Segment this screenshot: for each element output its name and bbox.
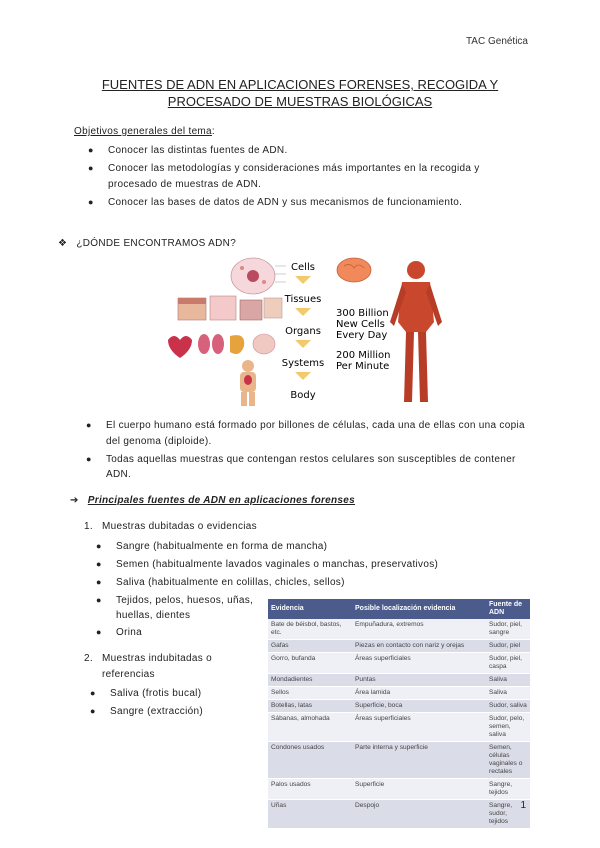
- diamond-bullet-icon: ❖: [58, 238, 68, 249]
- table-row: [268, 700, 530, 713]
- muscular-body-illustration: [390, 261, 442, 402]
- down-arrow-icon: [295, 340, 311, 348]
- list-2-number: 2.: [84, 653, 93, 664]
- list-2-title-continuation: referencias: [102, 669, 155, 680]
- objective-item: ● Conocer las bases de datos de ADN y sus mecanismos de funcionamiento.: [88, 197, 463, 208]
- section-heading: ❖ ¿DÓNDE ENCONTRAMOS ADN?: [58, 238, 237, 249]
- page-number: 1: [520, 800, 526, 811]
- table-cell: Gorro, bufanda: [268, 653, 352, 674]
- table-cell: Sangre, tejidos: [486, 779, 530, 800]
- table-row: [268, 687, 530, 700]
- body-organization-figure: [168, 252, 448, 410]
- table-row: [268, 713, 530, 742]
- column-header: Posible localización evidencia: [352, 599, 486, 619]
- list-item: ● Sangre (habitualmente en forma de mancha): [96, 541, 328, 552]
- table-row: [268, 742, 530, 779]
- stat-line: 200 Million: [336, 350, 391, 361]
- table-cell: Piezas en contacto con nariz y orejas: [352, 640, 486, 653]
- table-cell: Área lamida: [352, 687, 486, 700]
- stat-line: Per Minute: [336, 361, 390, 372]
- down-arrow-icon: [295, 372, 311, 380]
- table-row: [268, 674, 530, 687]
- table-cell: Empuñadura, extremos: [352, 619, 486, 640]
- organs-illustration: [168, 334, 275, 358]
- fact-item: ● Todas aquellas muestras que contengan restos celulares son susceptibles de contener: [86, 454, 516, 465]
- level-label: Systems: [281, 358, 325, 369]
- table-cell: Sellos: [268, 687, 352, 700]
- column-header: Fuente de ADN: [486, 599, 530, 619]
- table-cell: Saliva: [486, 674, 530, 687]
- stat-line: 300 Billion: [336, 308, 389, 319]
- down-arrow-icon: [295, 276, 311, 284]
- table-cell: Gafas: [268, 640, 352, 653]
- objective-item: ● Conocer las distintas fuentes de ADN.: [88, 145, 288, 156]
- fact-item: ● El cuerpo humano está formado por billones de células, cada una de ellas con una copia: [86, 420, 525, 431]
- table-cell: Condones usados: [268, 742, 352, 779]
- table-cell: Sangre, sudor, tejidos: [486, 800, 530, 829]
- fact-item-continuation: del genoma (diploide).: [106, 436, 212, 447]
- level-label: Organs: [285, 326, 321, 337]
- table-cell: Áreas superficiales: [352, 653, 486, 674]
- arrow-icon: ➔: [70, 495, 79, 506]
- table-cell: Puntas: [352, 674, 486, 687]
- table-cell: Sudor, piel, sangre: [486, 619, 530, 640]
- table-cell: Bate de béisbol, bastos, etc.: [268, 619, 352, 640]
- list-item: ● Tejidos, pelos, huesos, uñas,: [96, 595, 254, 606]
- table-row: [268, 653, 530, 674]
- stat-line: Every Day: [336, 330, 388, 341]
- table-row: [268, 640, 530, 653]
- list-2-title: Muestras indubitadas o: [102, 653, 212, 664]
- table-cell: Sudor, piel, caspa: [486, 653, 530, 674]
- list-item: ● Sangre (extracción): [90, 706, 203, 717]
- table-cell: Semen, células vaginales o rectales: [486, 742, 530, 779]
- table-header-row: [268, 599, 530, 619]
- objectives-heading: Objetivos generales del tema:: [74, 126, 216, 137]
- cell-illustration: [231, 258, 286, 294]
- table-cell: Sábanas, almohada: [268, 713, 352, 742]
- table-cell: Sudor, pelo, semen, saliva: [486, 713, 530, 742]
- table-cell: Palos usados: [268, 779, 352, 800]
- table-cell: Sudor, piel: [486, 640, 530, 653]
- table-cell: Áreas superficiales: [352, 713, 486, 742]
- table-cell: Saliva: [486, 687, 530, 700]
- table-cell: Uñas: [268, 800, 352, 829]
- level-label: Cells: [291, 262, 315, 273]
- table-row: [268, 619, 530, 640]
- small-body-illustration: [240, 360, 256, 406]
- list-item: ● Saliva (habitualmente en colillas, chicles, sellos): [96, 577, 345, 588]
- level-label: Tissues: [284, 294, 322, 305]
- objective-item-continuation: procesado de muestras de ADN.: [108, 179, 262, 190]
- subheading: ➔ Principales fuentes de ADN en aplicaciones forenses: [70, 495, 356, 506]
- level-label: Body: [290, 390, 316, 401]
- table-row: [268, 800, 530, 829]
- header-title: TAC Genética: [465, 36, 528, 47]
- stat-line: New Cells: [336, 319, 385, 330]
- list-item: ● Orina: [96, 627, 142, 638]
- table-cell: Botellas, latas: [268, 700, 352, 713]
- table-cell: Mondadientes: [268, 674, 352, 687]
- table-cell: Superficie: [352, 779, 486, 800]
- brain-illustration: [337, 258, 371, 282]
- page-title: [60, 76, 540, 110]
- column-header: Evidencia: [268, 599, 352, 619]
- down-arrow-icon: [295, 308, 311, 316]
- fact-item-continuation: ADN.: [106, 469, 132, 480]
- list-item-continuation: huellas, dientes: [116, 610, 191, 621]
- title-line-1: FUENTES DE ADN EN APLICACIONES FORENSES, RECOGIDA Y: [101, 77, 499, 92]
- title-line-2: PROCESADO DE MUESTRAS BIOLÓGICAS: [167, 94, 433, 109]
- table-cell: Superficie, boca: [352, 700, 486, 713]
- list-1-number: 1.: [84, 521, 93, 532]
- objective-item: ● Conocer las metodologías y consideraciones más importantes en la recogida y: [88, 163, 480, 174]
- table-cell: Parte interna y superficie: [352, 742, 486, 779]
- list-item: ● Saliva (frotis bucal): [90, 688, 202, 699]
- table-cell: Sudor, saliva: [486, 700, 530, 713]
- tissue-illustration: [178, 296, 282, 320]
- list-item: ● Semen (habitualmente lavados vaginales o manchas, preservativos): [96, 559, 439, 570]
- table-cell: Despojo: [352, 800, 486, 829]
- evidence-table: [268, 599, 530, 829]
- list-1-title: Muestras dubitadas o evidencias: [102, 521, 257, 532]
- table-row: [268, 779, 530, 800]
